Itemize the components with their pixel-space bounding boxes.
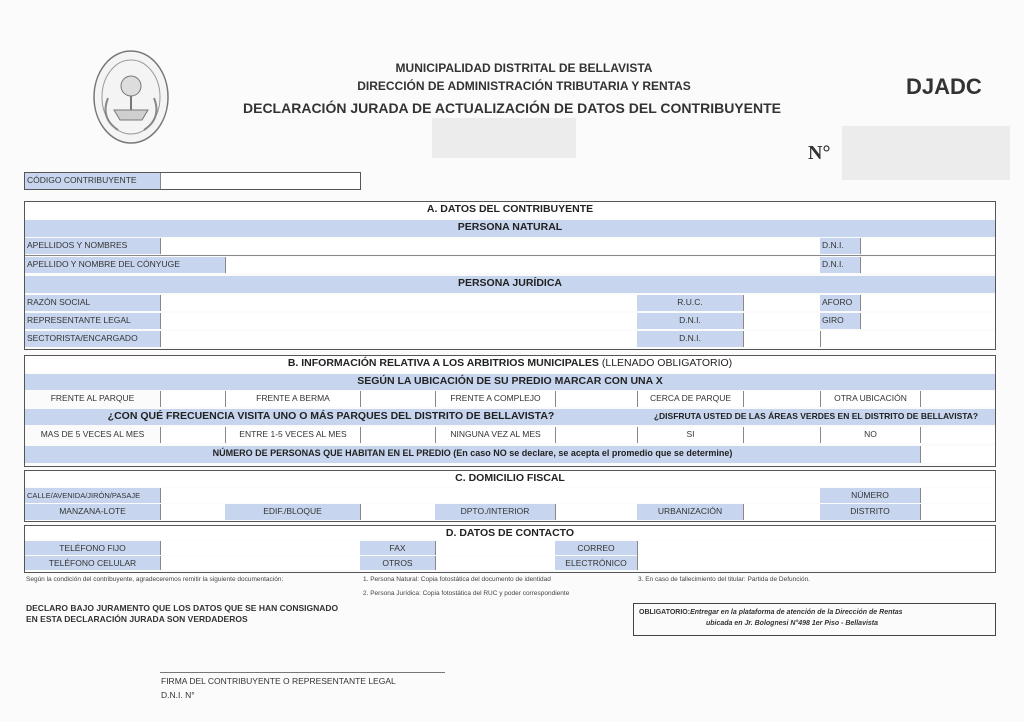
freq-1-5-box[interactable] xyxy=(360,427,435,443)
apellidos-label: APELLIDOS Y NOMBRES xyxy=(25,238,160,254)
note-2: 2. Persona Jurídica: Copia fotostática del RUC y poder correspondiente xyxy=(363,590,570,597)
sect-dni-label: D.N.I. xyxy=(637,331,743,347)
sectorista-label: SECTORISTA/ENCARGADO xyxy=(25,331,160,347)
section-c xyxy=(24,470,996,522)
obligatorio-line-2: ubicada en Jr. Bolognesi N°498 1er Piso - Bellavista xyxy=(706,620,879,627)
org-name: MUNICIPALIDAD DISTRITAL DE BELLAVISTA xyxy=(395,61,653,75)
persona-natural-header: PERSONA NATURAL xyxy=(25,220,995,237)
form-code: DJADC xyxy=(906,74,982,99)
calle-input[interactable] xyxy=(160,488,820,503)
dni-label: D.N.I. xyxy=(820,238,860,254)
codigo-label: CÓDIGO CONTRIBUYENTE xyxy=(25,173,160,189)
sectorista-input[interactable] xyxy=(160,331,637,347)
opt-otra-box[interactable] xyxy=(920,391,995,407)
dpto-input[interactable] xyxy=(555,504,637,520)
apellidos-input[interactable] xyxy=(160,238,820,254)
urbanizacion-input[interactable] xyxy=(743,504,820,520)
representante-label: REPRESENTANTE LEGAL xyxy=(25,313,160,329)
representante-input[interactable] xyxy=(160,313,637,329)
no-label: NO xyxy=(820,427,920,443)
persona-juridica-header: PERSONA JURÍDICA xyxy=(25,276,995,293)
notes-intro: Según la condición del contribuyente, agradeceremos remitir la siguiente documentación: xyxy=(26,576,284,583)
otros-input[interactable] xyxy=(435,556,555,570)
note-1: 1. Persona Natural: Copia fotostática del documento de identidad xyxy=(363,576,551,583)
tel-fijo-input[interactable] xyxy=(160,541,360,555)
distrito-input[interactable] xyxy=(920,504,995,520)
freq-mas5-box[interactable] xyxy=(160,427,225,443)
opt-otra-label: OTRA UBICACIÓN xyxy=(820,391,920,407)
ubicacion-header: SEGÚN LA UBICACIÓN DE SU PREDIO MARCAR CON UNA X xyxy=(25,374,995,390)
opt-frente-parque-label: FRENTE AL PARQUE xyxy=(50,393,135,403)
opt-cerca-box[interactable] xyxy=(743,391,820,407)
dpto-label: DPTO./INTERIOR xyxy=(435,504,555,520)
frecuencia-question: ¿CON QUÉ FRECUENCIA VISITA UNO O MÁS PARQUES DEL DISTRITO DE BELLAVISTA? xyxy=(25,409,637,425)
opt-berma-label: FRENTE A BERMA xyxy=(225,391,360,407)
opt-frente-parque-box[interactable] xyxy=(160,391,225,407)
signature-label: FIRMA DEL CONTRIBUYENTE O REPRESENTANTE LEGAL xyxy=(161,676,396,686)
conyuge-label: APELLIDO Y NOMBRE DEL CÓNYUGE xyxy=(25,257,225,273)
numero-input[interactable] xyxy=(920,488,995,503)
opt-cerca-label: CERCA DE PARQUE xyxy=(637,391,743,407)
section-b-title: B. INFORMACIÓN RELATIVA A LOS ARBITRIOS MUNICIPALES (LLENADO OBLIGATORIO) xyxy=(25,356,995,373)
rep-dni-input[interactable] xyxy=(743,313,820,329)
manzana-label: MANZANA-LOTE xyxy=(25,504,160,520)
obligatorio-box xyxy=(633,603,996,636)
section-d-title: D. DATOS DE CONTACTO xyxy=(25,526,995,540)
correo-label: CORREO xyxy=(555,541,637,555)
rep-dni-label: D.N.I. xyxy=(637,313,743,329)
declaration-line-1: DECLARO BAJO JURAMENTO QUE LOS DATOS QUE SE HAN CONSIGNADO xyxy=(26,603,339,613)
sect-extra-input[interactable] xyxy=(820,331,995,347)
redacted-box xyxy=(432,118,576,158)
si-label: SI xyxy=(637,427,743,443)
correo-input[interactable] xyxy=(637,541,995,570)
freq-mas5-label: MAS DE 5 VECES AL MES xyxy=(40,429,145,439)
declaration-line-2: EN ESTA DECLARACIÓN JURADA SON VERDADEROS xyxy=(26,614,248,624)
areas-verdes-question: ¿DISFRUTA USTED DE LAS ÁREAS VERDES EN EL DISTRITO DE BELLAVISTA? xyxy=(637,409,995,425)
aforo-label: AFORO xyxy=(820,295,860,311)
aforo-input[interactable] xyxy=(860,295,995,311)
section-a-title: A. DATOS DEL CONTRIBUYENTE xyxy=(25,202,995,219)
fax-label: FAX xyxy=(360,541,435,555)
conyuge-dni-label: D.N.I. xyxy=(820,257,860,273)
section-d xyxy=(24,525,996,573)
signature-dni-label: D.N.I. N° xyxy=(161,690,195,700)
note-3: 3. En caso de fallecimiento del titular: Partida de Defunción. xyxy=(638,576,810,583)
codigo-field xyxy=(24,172,361,190)
ruc-input[interactable] xyxy=(743,295,820,311)
urbanizacion-label: URBANIZACIÓN xyxy=(637,504,743,520)
sect-dni-input[interactable] xyxy=(743,331,820,347)
signature-line xyxy=(160,672,445,673)
section-c-title: C. DOMICILIO FISCAL xyxy=(25,471,995,487)
freq-ninguna-label: NINGUNA VEZ AL MES xyxy=(435,427,555,443)
electronico-label: ELECTRÓNICO xyxy=(555,556,637,570)
razon-social-label: RAZÓN SOCIAL xyxy=(25,295,160,311)
manzana-input[interactable] xyxy=(160,504,225,520)
no-box[interactable] xyxy=(920,427,995,443)
opt-berma-box[interactable] xyxy=(360,391,435,407)
si-box[interactable] xyxy=(743,427,820,443)
personas-label: NÚMERO DE PERSONAS QUE HABITAN EN EL PREDIO (En caso NO se declare, se acepta el promedio que se determine) xyxy=(25,446,920,463)
calle-label: CALLE/AVENIDA/JIRÓN/PASAJE xyxy=(25,488,160,503)
tel-cel-label: TELÉFONO CELULAR xyxy=(25,556,160,570)
numero-label: NÚMERO xyxy=(820,488,920,503)
fax-input[interactable] xyxy=(435,541,555,555)
giro-input[interactable] xyxy=(860,313,995,329)
otros-label: OTROS xyxy=(360,556,435,570)
distrito-label: DISTRITO xyxy=(820,504,920,520)
number-label: N° xyxy=(808,142,831,164)
freq-1-5-label: ENTRE 1-5 VECES AL MES xyxy=(225,427,360,443)
codigo-input[interactable] xyxy=(160,173,360,189)
obligatorio-line-1: OBLIGATORIO:Entregar en la plataforma de atención de la Dirección de Rentas xyxy=(639,609,903,616)
edif-input[interactable] xyxy=(360,504,435,520)
edif-label: EDIF./BLOQUE xyxy=(225,504,360,520)
number-field[interactable] xyxy=(842,126,1010,180)
page-title: DECLARACIÓN JURADA DE ACTUALIZACIÓN DE DATOS DEL CONTRIBUYENTE xyxy=(243,100,781,116)
opt-complejo-box[interactable] xyxy=(555,391,637,407)
personas-input[interactable] xyxy=(920,446,995,463)
org-department: DIRECCIÓN DE ADMINISTRACIÓN TRIBUTARIA Y RENTAS xyxy=(357,79,691,93)
giro-label: GIRO xyxy=(820,313,860,329)
ruc-label: R.U.C. xyxy=(637,295,743,311)
conyuge-input[interactable] xyxy=(225,257,820,273)
opt-complejo-label: FRENTE A COMPLEJO xyxy=(435,391,555,407)
section-a xyxy=(24,201,996,350)
tel-cel-input[interactable] xyxy=(160,556,360,570)
freq-ninguna-box[interactable] xyxy=(555,427,637,443)
dni-input[interactable] xyxy=(860,238,995,254)
tel-fijo-label: TELÉFONO FIJO xyxy=(25,541,160,555)
section-b xyxy=(24,355,996,467)
razon-social-input[interactable] xyxy=(160,295,637,311)
conyuge-dni-input[interactable] xyxy=(860,257,995,273)
